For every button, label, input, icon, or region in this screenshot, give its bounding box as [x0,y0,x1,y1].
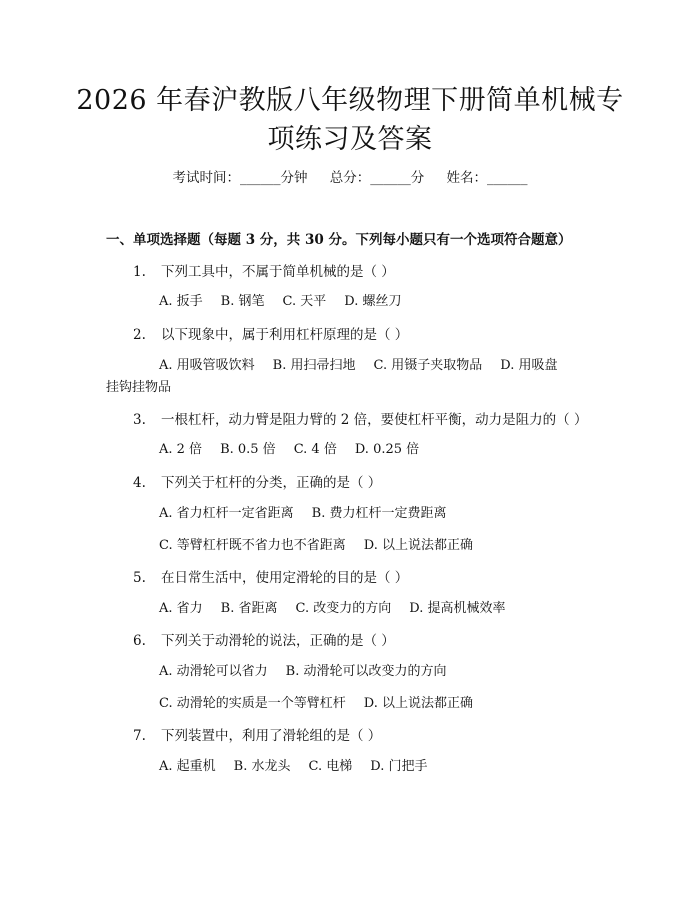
option-c: C. 动滑轮的实质是一个等臂杠杆 [159,696,346,711]
option-b: B. 动滑轮可以改变力的方向 [285,664,447,679]
question-text: 下列工具中，不属于简单机械的是（ ） [161,264,395,280]
option-a: A. 动滑轮可以省力 [159,664,268,679]
question-1-options [159,292,419,312]
option-a: A. 起重机 [159,759,216,774]
question-6 [133,631,395,651]
option-c: C. 等臂杠杆既不省力也不省距离 [159,538,346,553]
question-3-options [159,440,437,460]
option-b: B. 0.5 倍 [220,442,276,457]
question-2-options [159,356,557,376]
question-number: 2. [133,327,146,343]
question-number: 4. [133,475,146,491]
question-number: 5. [133,570,146,586]
option-d: D. 以上说法都正确 [363,538,473,553]
question-text: 下列关于杠杆的分类，正确的是（ ） [161,475,382,491]
question-number: 3. [133,412,146,428]
question-7-options [159,757,445,777]
option-a: A. 省力 [159,601,203,616]
question-5 [133,568,408,588]
option-d: D. 螺丝刀 [344,294,402,309]
question-3 [133,410,587,430]
option-c: C. 用镊子夹取物品 [373,358,483,373]
option-c: C. 4 倍 [293,442,337,457]
question-text: 下列装置中，利用了滑轮组的是（ ） [161,728,382,744]
option-c: C. 改变力的方向 [295,601,392,616]
question-6-options-row1 [159,662,464,682]
option-b: B. 费力杠杆一定费距离 [311,506,447,521]
question-text: 一根杠杆，动力臂是阻力臂的 2 倍，要使杠杆平衡，动力是阻力的（ ） [161,412,588,428]
question-number: 6. [133,633,146,649]
option-b: B. 用扫帚扫地 [272,358,356,373]
option-d: D. 0.25 倍 [354,442,420,457]
option-d: D. 提高机械效率 [409,601,506,616]
question-text: 下列关于动滑轮的说法，正确的是（ ） [161,633,395,649]
question-4-options-row1 [159,504,464,524]
option-d: D. 门把手 [370,759,428,774]
question-text: 在日常生活中，使用定滑轮的目的是（ ） [161,570,409,586]
exam-time: 考试时间：______分钟 [172,170,308,186]
question-2-option-d-continued: 挂钩挂物品 [106,380,172,395]
section-heading: 一、单项选择题（每题 3 分，共 30 分。下列每小题只有一个选项符合题意） [106,232,572,248]
option-d: D. 用吸盘 [500,358,558,373]
question-6-options-row2 [159,694,491,714]
question-text: 以下现象中，属于利用杠杆原理的是（ ） [161,327,409,343]
option-a: A. 2 倍 [159,442,203,457]
option-a: A. 扳手 [159,294,203,309]
exam-name: 姓名：______ [446,170,528,186]
option-c: C. 电梯 [308,759,353,774]
question-4 [133,473,381,493]
option-d: D. 以上说法都正确 [363,696,473,711]
question-7 [133,726,381,746]
question-4-options-row2 [159,536,491,556]
option-b: B. 水龙头 [233,759,291,774]
document-title-line1: 2026 年春沪教版八年级物理下册简单机械专 [76,85,624,116]
exam-score: 总分：______分 [329,170,425,186]
option-c: C. 天平 [282,294,327,309]
question-1 [133,262,395,282]
option-a: A. 用吸管吸饮料 [159,358,255,373]
question-2 [133,325,408,345]
question-number: 7. [133,728,146,744]
option-b: B. 钢笔 [220,294,265,309]
question-5-options [159,599,523,619]
document-title-line2: 项练习及答案 [267,124,433,155]
exam-info [0,168,700,188]
question-number: 1. [133,264,146,280]
option-b: B. 省距离 [220,601,278,616]
option-a: A. 省力杠杆一定省距离 [159,506,294,521]
